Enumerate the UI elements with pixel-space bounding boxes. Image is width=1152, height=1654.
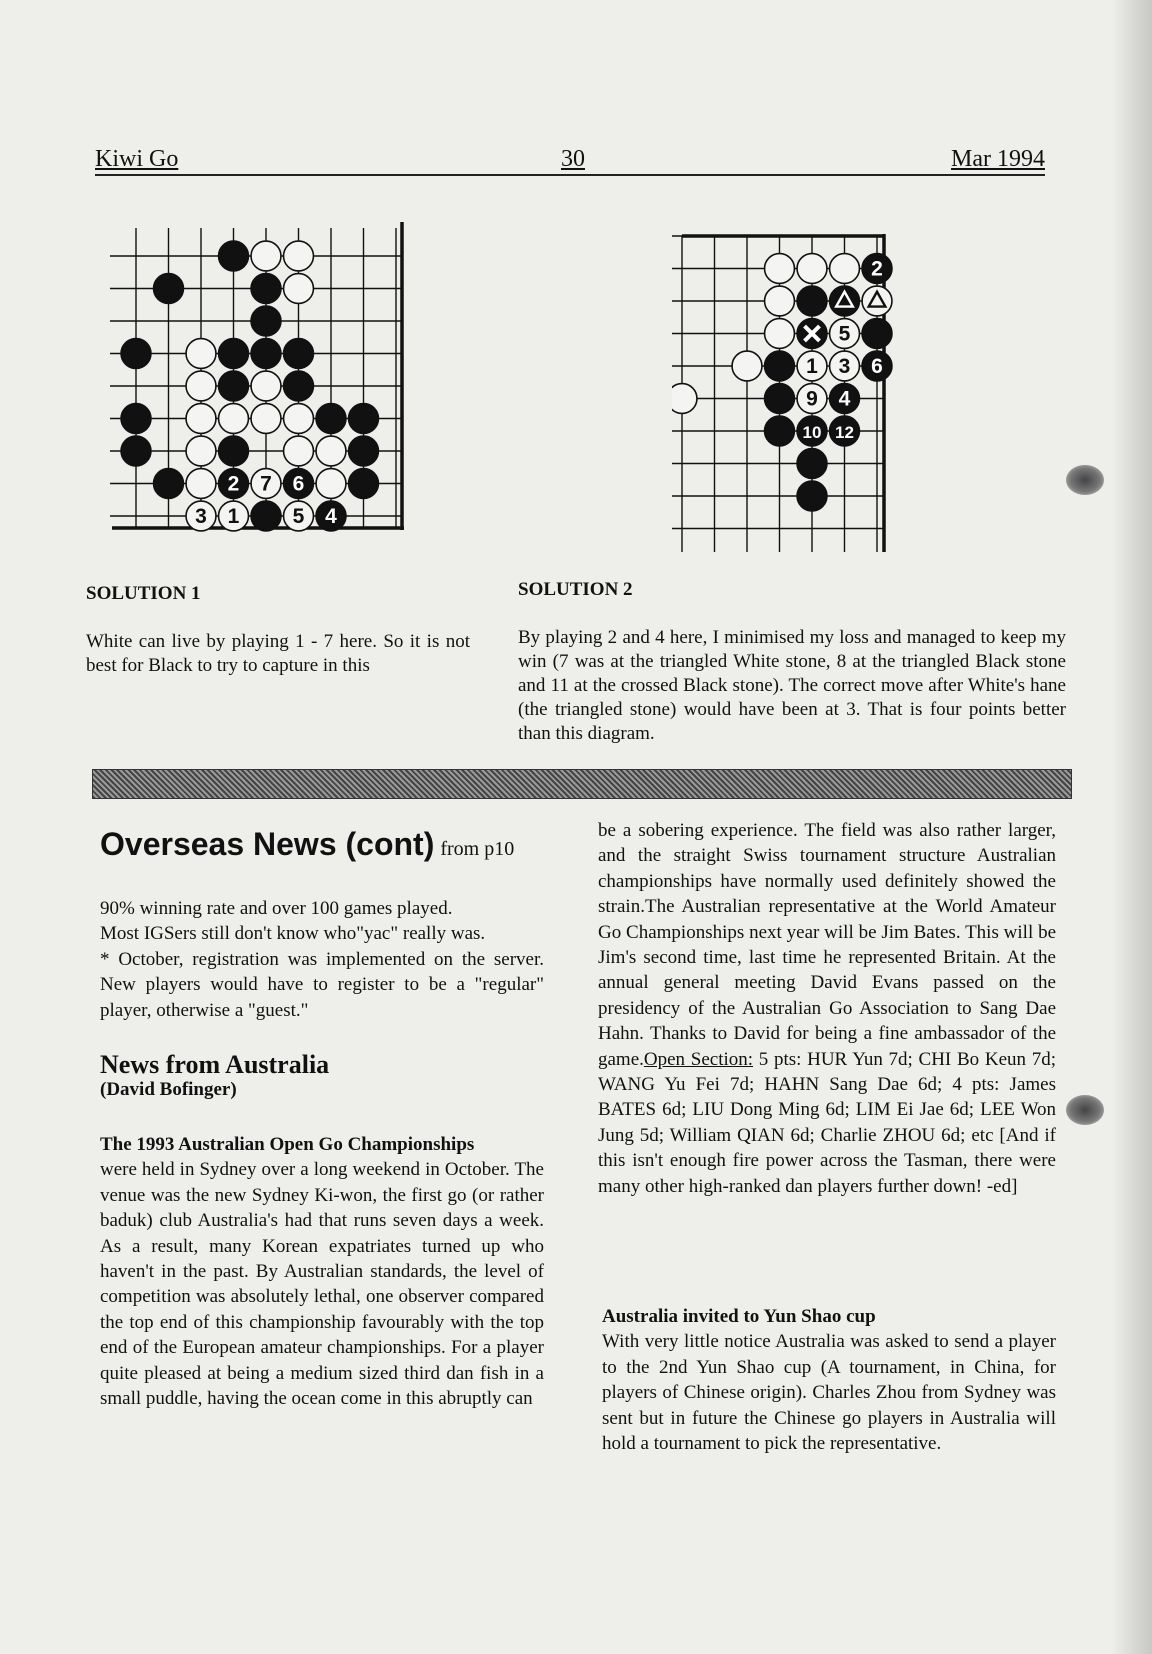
black-stone [797, 449, 827, 479]
publication-title: Kiwi Go [95, 146, 179, 172]
black-stone [797, 319, 827, 349]
move-number: 10 [802, 423, 822, 442]
move-number: 5 [838, 322, 851, 346]
overseas-news-title: Overseas News (cont) [100, 826, 435, 862]
black-stone [251, 501, 281, 531]
white-stone [316, 436, 346, 466]
black-stone [765, 384, 795, 414]
black-stone [251, 339, 281, 369]
overseas-line-3: * October, registration was implemented on the server. New players would have to register to be a "regular" player, otherwise a "guest." [100, 948, 544, 1021]
black-stone [121, 339, 151, 369]
black-stone [121, 436, 151, 466]
solution-1-title: SOLUTION 1 [86, 583, 201, 604]
author-byline: (David Bofinger) [100, 1079, 237, 1101]
white-stone [672, 384, 697, 414]
black-stone [154, 469, 184, 499]
open-section-results: 5 pts: HUR Yun 7d; CHI Bo Keun 7d; WANG Yu Fei 7d; HAHN Sang Dae 6d; 4 pts: James BATES 6d; LIU Dong Ming 6d; LIM Ei Jae 6d; LEE Won Jung 5d; William QIAN 6d; Charlie ZHOU 6d; etc [And if this isn't enough fire power across the Tasman, there were many other high-ranked dan players further down! -ed] [598, 1048, 1056, 1197]
black-stone [830, 286, 860, 316]
move-number: 5 [292, 505, 305, 528]
australia-heading: News from Australia [100, 1050, 330, 1079]
binder-hole-icon [1066, 465, 1104, 495]
section-divider [92, 769, 1072, 799]
black-stone [284, 469, 314, 499]
move-number: 2 [227, 472, 240, 496]
white-stone [219, 501, 249, 531]
white-stone [186, 436, 216, 466]
overseas-news-body [100, 896, 544, 1023]
solution-2-text: By playing 2 and 4 here, I minimised my loss and managed to keep my win (7 was at the triangled White stone, 8 at the triangled Black stone and 11 at the crossed Black stone). The correct move after White's hane (the triangled stone) would have been at 3. That is four points better than this diagram. [518, 627, 1066, 744]
white-stone [284, 404, 314, 434]
white-stone [251, 404, 281, 434]
white-stone [765, 286, 795, 316]
championship-continued [598, 818, 1056, 1199]
black-stone [830, 384, 860, 414]
black-stone [284, 339, 314, 369]
go-board-1 [100, 222, 420, 542]
open-section-link: Open Section: [643, 1048, 754, 1070]
move-number: 3 [195, 505, 207, 528]
move-number: 9 [806, 387, 818, 411]
page-edge [1112, 0, 1152, 1654]
solution-2-title: SOLUTION 2 [518, 579, 633, 600]
black-stone [765, 351, 795, 381]
white-stone [830, 319, 860, 349]
white-stone [284, 241, 314, 271]
white-stone [251, 469, 281, 499]
go-board-2 [672, 222, 902, 552]
australia-news [100, 1052, 544, 1103]
move-number: 1 [806, 355, 818, 378]
championship-text: were held in Sydney over a long weekend in October. The venue was the new Sydney Ki-won, the first go (or rather baduk) club Australia's had that runs seven days a week. As a result, many Korean expatriates turned up who haven't in the past. By Australian standards, the level of competition was absolutely lethal, one observer compared the top end of this championship favourably with the top end of the European amateur championships. For a player quite pleased at being a medium sized third dan fish in a small puddle, having the ocean come in this abruptly can [100, 1159, 544, 1410]
binder-hole-icon [1066, 1095, 1104, 1125]
black-stone [219, 436, 249, 466]
move-number: 7 [260, 472, 272, 496]
white-stone [251, 371, 281, 401]
move-number: 1 [227, 505, 240, 528]
white-stone [797, 351, 827, 381]
white-stone [186, 371, 216, 401]
yun-shao-text: With very little notice Australia was asked to send a player to the 2nd Yun Shao cup (A tournament, in China, for players of Chinese origin). Charles Zhou from Sydney was sent but in future the Chinese go players in Australia will hold a tournament to pick the representative. [602, 1331, 1056, 1455]
white-stone [219, 404, 249, 434]
championship-subhead: The 1993 Australian Open Go Championships [100, 1134, 475, 1155]
black-stone [219, 371, 249, 401]
white-stone [765, 319, 795, 349]
white-stone [765, 254, 795, 284]
black-stone [219, 339, 249, 369]
move-number: 4 [325, 505, 337, 528]
solution-1-text: White can live by playing 1 - 7 here. So it is not best for Black to try to capture in this [86, 631, 470, 676]
overseas-line-2: Most IGSers still don't know who"yac" really was. [100, 923, 486, 945]
yun-shao-article [602, 1304, 1056, 1456]
white-stone [316, 469, 346, 499]
continued-from: from p10 [440, 838, 515, 860]
black-stone [121, 404, 151, 434]
black-stone [797, 416, 827, 446]
page-header [95, 146, 1045, 176]
white-stone [797, 384, 827, 414]
black-stone [219, 469, 249, 499]
move-number: 4 [838, 387, 851, 411]
yun-shao-heading: Australia invited to Yun Shao cup [602, 1306, 876, 1327]
black-stone [862, 319, 892, 349]
black-stone [862, 254, 892, 284]
go-diagram-solution-1 [100, 222, 420, 542]
white-stone [797, 254, 827, 284]
white-stone [284, 501, 314, 531]
white-stone [830, 351, 860, 381]
black-stone [219, 241, 249, 271]
black-stone [251, 306, 281, 336]
move-number: 6 [292, 472, 305, 496]
move-number: 12 [835, 423, 854, 442]
black-stone [349, 436, 379, 466]
overseas-news-heading [100, 826, 560, 863]
white-stone [284, 274, 314, 304]
black-stone [349, 404, 379, 434]
black-stone [349, 469, 379, 499]
overseas-line-1: 90% winning rate and over 100 games played. [100, 898, 453, 919]
black-stone [765, 416, 795, 446]
white-stone [186, 501, 216, 531]
white-stone [830, 254, 860, 284]
black-stone [862, 351, 892, 381]
go-diagram-solution-2 [672, 222, 902, 552]
white-stone [186, 339, 216, 369]
black-stone [154, 274, 184, 304]
championship-text-cont: be a sobering experience. The field was also rather larger, and the straight Swiss tournament structure Australian championships have normally used definitely showed the strain.The Australian representative at the World Amateur Go Championships next year will be Jim Bates. This will be Jim's second time, last time he represented Britain. At the annual general meeting David Evans passed on the presidency of the Australian Go Association to Sang Dae Hahn. Thanks to David for being a fine ambassador of the game. [598, 820, 1056, 1070]
page-number: 30 [561, 146, 585, 172]
black-stone [284, 371, 314, 401]
move-number: 2 [871, 257, 883, 281]
move-number: 3 [838, 355, 851, 378]
white-stone [251, 241, 281, 271]
black-stone [830, 416, 860, 446]
championship-article [100, 1132, 544, 1411]
black-stone [797, 286, 827, 316]
white-stone [862, 286, 892, 316]
white-stone [284, 436, 314, 466]
white-stone [732, 351, 762, 381]
move-number: 6 [871, 355, 883, 378]
black-stone [316, 501, 346, 531]
white-stone [186, 404, 216, 434]
black-stone [797, 481, 827, 511]
white-stone [186, 469, 216, 499]
black-stone [251, 274, 281, 304]
black-stone [316, 404, 346, 434]
issue-date: Mar 1994 [951, 146, 1045, 172]
